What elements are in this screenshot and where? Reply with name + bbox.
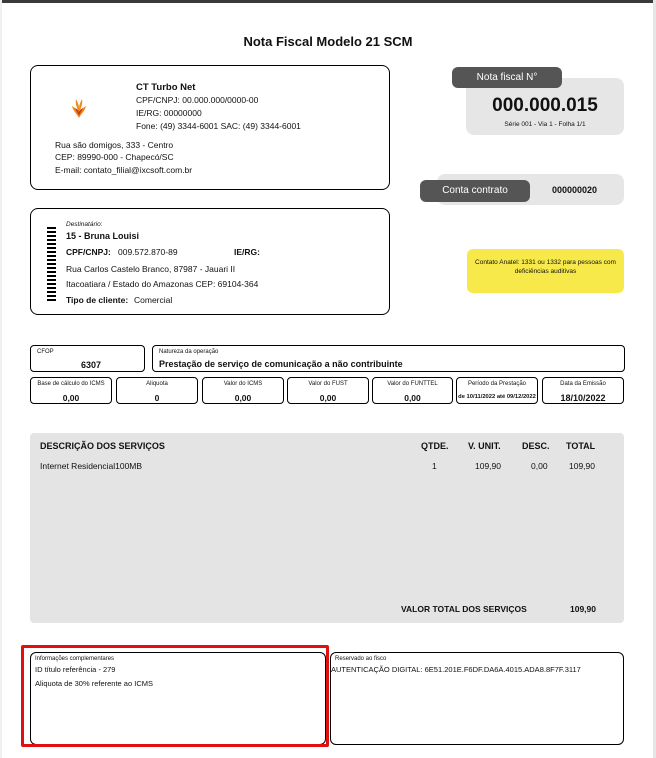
highlight-frame bbox=[21, 645, 329, 747]
anatel-notice: Contato Anatel: 1331 ou 1332 para pessoas com deficiências auditivas bbox=[467, 249, 624, 293]
info-line-1: ID título referência - 279 bbox=[35, 665, 116, 674]
natureza-box bbox=[152, 345, 625, 372]
nota-fiscal-label: Nota fiscal N° bbox=[452, 67, 562, 88]
services-header-qtde: QTDE. bbox=[421, 441, 449, 451]
destinatario-caption: Destinatário: bbox=[66, 221, 103, 228]
tax-cell-label: Valor do FUST bbox=[308, 381, 348, 387]
service-row-descricao: Internet Residencial100MB bbox=[40, 461, 143, 471]
service-row-desc: 0,00 bbox=[531, 461, 548, 471]
contrato-number: 000000020 bbox=[552, 185, 598, 195]
tax-cell-aliquota bbox=[116, 377, 198, 404]
tax-cell-value: 0,00 bbox=[234, 393, 252, 403]
tax-cell-value: de 10/11/2022 até 09/12/2022 bbox=[458, 394, 536, 400]
top-border bbox=[0, 0, 656, 3]
tax-cell-value: 18/10/2022 bbox=[560, 393, 606, 403]
tax-cell-periodo bbox=[456, 377, 538, 404]
services-header-total: TOTAL bbox=[566, 441, 596, 451]
cpf-value: 009.572.870-89 bbox=[118, 247, 178, 257]
company-cnpj: CPF/CNPJ: 00.000.000/0000-00 bbox=[136, 95, 259, 105]
nota-fiscal-number: 000.000.015 bbox=[492, 95, 598, 116]
contrato-label: Conta contrato bbox=[420, 180, 530, 202]
info-line-2: Aliquota de 30% referente ao ICMS bbox=[35, 679, 153, 688]
fisco-line-1: AUTENTICAÇÃO DIGITAL: 6E51.201E.F6DF.DA6A.4015.ADA8.8F7F.3117 bbox=[331, 665, 581, 674]
company-cep: CEP: 89990-000 - Chapecó/SC bbox=[55, 152, 174, 162]
service-row-vunit: 109,90 bbox=[475, 461, 501, 471]
tax-cell-funttel bbox=[372, 377, 453, 404]
ie-label: IE/RG: bbox=[234, 247, 260, 257]
services-total-label: VALOR TOTAL DOS SERVIÇOS bbox=[401, 604, 527, 614]
tax-cell-label: Valor do ICMS bbox=[223, 381, 263, 387]
destinatario-city: Itacoatiara / Estado do Amazonas CEP: 69104-364 bbox=[66, 279, 259, 289]
service-row-qtde: 1 bbox=[432, 461, 437, 471]
cpf-label: CPF/CNPJ: bbox=[66, 247, 111, 257]
tax-cell-label: Data da Emissão bbox=[560, 381, 606, 387]
natureza-value: Prestação de serviço de comunicação a não contribuinte bbox=[159, 359, 403, 369]
company-street: Rua são domigos, 333 - Centro bbox=[55, 140, 174, 150]
tax-cell-valor-icms bbox=[202, 377, 284, 404]
tax-cell-label: Valor do FUNTTEL bbox=[387, 381, 438, 387]
natureza-label: Natureza da operação bbox=[159, 349, 219, 355]
services-header-descricao: DESCRIÇÃO DOS SERVIÇOS bbox=[40, 441, 165, 451]
tax-cell-value: 0,00 bbox=[62, 393, 80, 403]
service-row-total: 109,90 bbox=[569, 461, 595, 471]
tax-cell-base-icms bbox=[30, 377, 112, 404]
company-name: CT Turbo Net bbox=[136, 82, 196, 93]
destinatario-name: 15 - Bruna Louisi bbox=[66, 231, 140, 241]
cfop-box bbox=[30, 345, 145, 372]
tax-cell-value: 0,00 bbox=[319, 393, 337, 403]
company-box bbox=[30, 65, 390, 190]
page-edge bbox=[0, 0, 2, 758]
info-caption: Informações complementares bbox=[35, 656, 115, 662]
cfop-label: CFOP bbox=[37, 349, 54, 355]
nota-fiscal-serie: Série 001 - Via 1 - Folha 1/1 bbox=[504, 121, 586, 128]
document-title: Nota Fiscal Modelo 21 SCM bbox=[243, 34, 413, 49]
tipo-value: Comercial bbox=[134, 295, 173, 305]
fisco-box bbox=[330, 652, 624, 745]
tax-cell-label: Período da Prestação bbox=[467, 381, 527, 387]
services-header-desc: DESC. bbox=[522, 441, 550, 451]
tax-cell-value: 0,00 bbox=[404, 393, 421, 403]
phoenix-logo-icon bbox=[67, 96, 91, 120]
tax-cell-label: Aliquota bbox=[146, 381, 168, 387]
destinatario-box bbox=[30, 208, 390, 315]
barcode bbox=[47, 227, 56, 301]
tax-cell-label: Base de cálculo do ICMS bbox=[37, 381, 105, 387]
tax-cell-value: 0 bbox=[154, 393, 160, 403]
services-total-value: 109,90 bbox=[570, 604, 596, 614]
destinatario-street: Rua Carlos Castelo Branco, 87987 - Jauari II bbox=[66, 264, 236, 274]
tipo-label: Tipo de cliente: bbox=[66, 295, 129, 305]
tax-cell-emissao bbox=[542, 377, 624, 404]
cfop-value: 6307 bbox=[81, 360, 102, 370]
company-email: E-mail: contato_filial@ixcsoft.com.br bbox=[55, 165, 193, 175]
company-phone: Fone: (49) 3344-6001 SAC: (49) 3344-6001 bbox=[136, 121, 301, 131]
services-header-vunit: V. UNIT. bbox=[468, 441, 501, 451]
fisco-caption: Reservado ao fisco bbox=[335, 656, 387, 662]
tax-cell-fust bbox=[287, 377, 369, 404]
company-ie: IE/RG: 00000000 bbox=[136, 108, 202, 118]
